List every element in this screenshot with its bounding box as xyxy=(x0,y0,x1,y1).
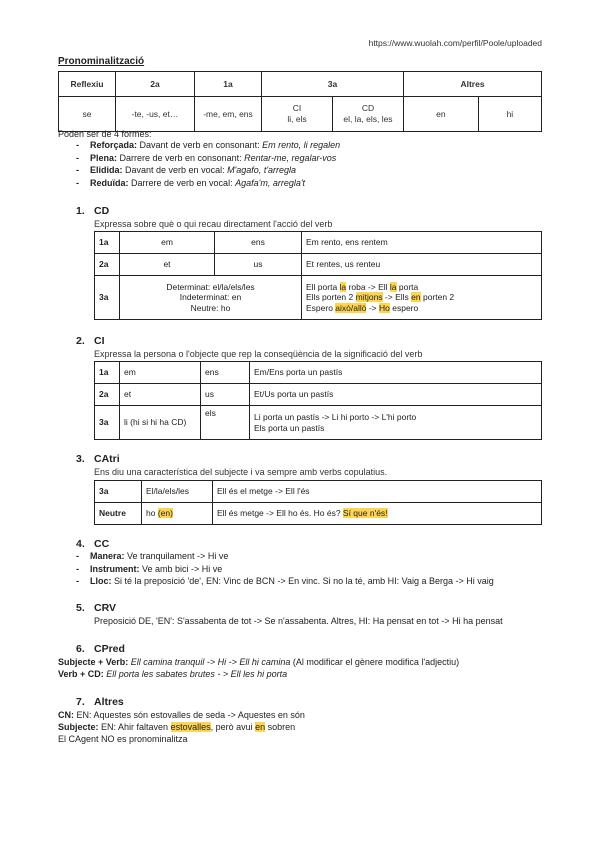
crv-text: Preposició DE, 'EN': S'assabenta de tot -> Se n'assabenta. Altres, HI: Ha pensat en tot -> Hi ha pensat xyxy=(94,616,503,626)
cd-example: Em rento, ens rentem xyxy=(302,232,542,254)
ci-example: Em/Ens porta un pastís xyxy=(250,362,542,384)
catri-example: Ell és el metge -> Ell l'és xyxy=(213,481,542,503)
ci-example: Li porta un pastís -> Li hi porto -> L'hi porto Els porta un pastís xyxy=(250,406,542,440)
cpred-line-1: Subjecte + Verb: Ell camina tranquil -> Hi -> Ell hi camina (Al modificar el gènere modifica l'adjectiu) xyxy=(58,657,460,667)
list-item: - Manera: Ve tranquilament -> Hi ve xyxy=(76,551,494,564)
section-cd-heading: 1. CD xyxy=(76,205,110,217)
cell-hi: hi xyxy=(478,97,541,132)
cell-ci: CI li, els xyxy=(262,97,333,132)
section-catri-desc: Ens diu una característica del subjecte i va sempre amb verbs copulatius. xyxy=(94,467,388,477)
header-2a: 2a xyxy=(116,72,195,97)
page-title: Pronominalització xyxy=(58,56,145,67)
cd-example: Et rentes, us renteu xyxy=(302,254,542,276)
cd-table xyxy=(94,231,542,320)
section-altres-heading: 7. Altres xyxy=(76,696,124,708)
cell-2a: -te, -us, et… xyxy=(116,97,195,132)
cell-en: en xyxy=(404,97,479,132)
list-item: - Reduïda: Darrere de verb en vocal: Agafa'm, arregla't xyxy=(76,178,340,191)
catri-row-key: Neutre xyxy=(95,503,142,525)
list-item: - Instrument: Ve amb bici -> Hi ve xyxy=(76,564,494,577)
section-ci-heading: 2. CI xyxy=(76,335,105,347)
cell-cd: CD el, la, els, les xyxy=(333,97,404,132)
section-cpred-heading: 6. CPred xyxy=(76,643,125,655)
ci-cell: et xyxy=(120,384,201,406)
ci-row-key: 1a xyxy=(95,362,120,384)
cd-cell: em xyxy=(120,232,215,254)
section-ci-desc: Expressa la persona o l'objecte que rep la conseqüència de la significació del verb xyxy=(94,349,423,359)
ci-cell: els xyxy=(201,406,250,440)
cd-cell: ens xyxy=(215,232,302,254)
ci-row-key: 3a xyxy=(95,406,120,440)
section-cc-heading: 4. CC xyxy=(76,538,110,550)
section-catri-heading: 3. CAtri xyxy=(76,453,120,465)
cd-cell: Determinat: el/la/els/les Indeterminat: en Neutre: ho xyxy=(120,276,302,320)
section-cd-desc: Expressa sobre què o qui recau directament l'acció del verb xyxy=(94,219,333,229)
header-altres: Altres xyxy=(404,72,542,97)
header-3a: 3a xyxy=(262,72,404,97)
section-crv-heading: 5. CRV xyxy=(76,602,116,614)
cd-example: Ell porta la roba -> Ell la porta Ells porten 2 mitjons -> Ells en porten 2 Espero això/allò -> Ho espero xyxy=(302,276,542,320)
catri-example: Ell és metge -> Ell ho és. Ho és? Sí que n'és! xyxy=(213,503,542,525)
header-1a: 1a xyxy=(195,72,262,97)
altres-line-3: El CAgent NO es pronominalitza xyxy=(58,734,188,744)
list-item: - Reforçada: Davant de verb en consonant: Em rento, li regalen xyxy=(76,140,340,153)
ci-example: Et/Us porta un pastís xyxy=(250,384,542,406)
list-item: - Lloc: Si té la preposició 'de', EN: Vinc de BCN -> En vinc. Si no la té, amb HI: Vaig a Berga -> Hi vaig xyxy=(76,576,494,589)
catri-cell: El/la/els/les xyxy=(142,481,213,503)
cpred-line-2: Verb + CD: Ell porta les sabates brutes - > Ell les hi porta xyxy=(58,669,288,679)
forms-intro: Poden ser de 4 formes: xyxy=(58,129,152,139)
ci-cell: us xyxy=(201,384,250,406)
list-item: - Plena: Darrere de verb en consonant: Rentar-me, regalar-vos xyxy=(76,153,340,166)
ci-table xyxy=(94,361,542,440)
cd-row-key: 3a xyxy=(95,276,120,320)
cell-se: se xyxy=(59,97,116,132)
ci-cell: li (hi si hi ha CD) xyxy=(120,406,201,440)
cc-list xyxy=(76,551,494,589)
catri-cell: ho (en) xyxy=(142,503,213,525)
header-reflexiu: Reflexiu xyxy=(59,72,116,97)
list-item: - Elidida: Davant de verb en vocal: M'agafo, t'arregla xyxy=(76,165,340,178)
source-url: https://www.wuolah.com/perfil/Poole/uploaded xyxy=(368,38,542,48)
ci-cell: ens xyxy=(201,362,250,384)
altres-line-1: CN: EN: Aquestes són estovalles de seda -> Aquestes en són xyxy=(58,710,305,720)
ci-row-key: 2a xyxy=(95,384,120,406)
forms-list xyxy=(76,140,340,191)
altres-line-2: Subjecte: EN: Ahir faltaven estovalles, però avui en sobren xyxy=(58,722,296,732)
catri-row-key: 3a xyxy=(95,481,142,503)
cd-cell: et xyxy=(120,254,215,276)
cd-row-key: 1a xyxy=(95,232,120,254)
ci-cell: em xyxy=(120,362,201,384)
cell-1a: -me, em, ens xyxy=(195,97,262,132)
catri-table xyxy=(94,480,542,525)
pronoun-table xyxy=(58,71,542,132)
cd-cell: us xyxy=(215,254,302,276)
cd-row-key: 2a xyxy=(95,254,120,276)
